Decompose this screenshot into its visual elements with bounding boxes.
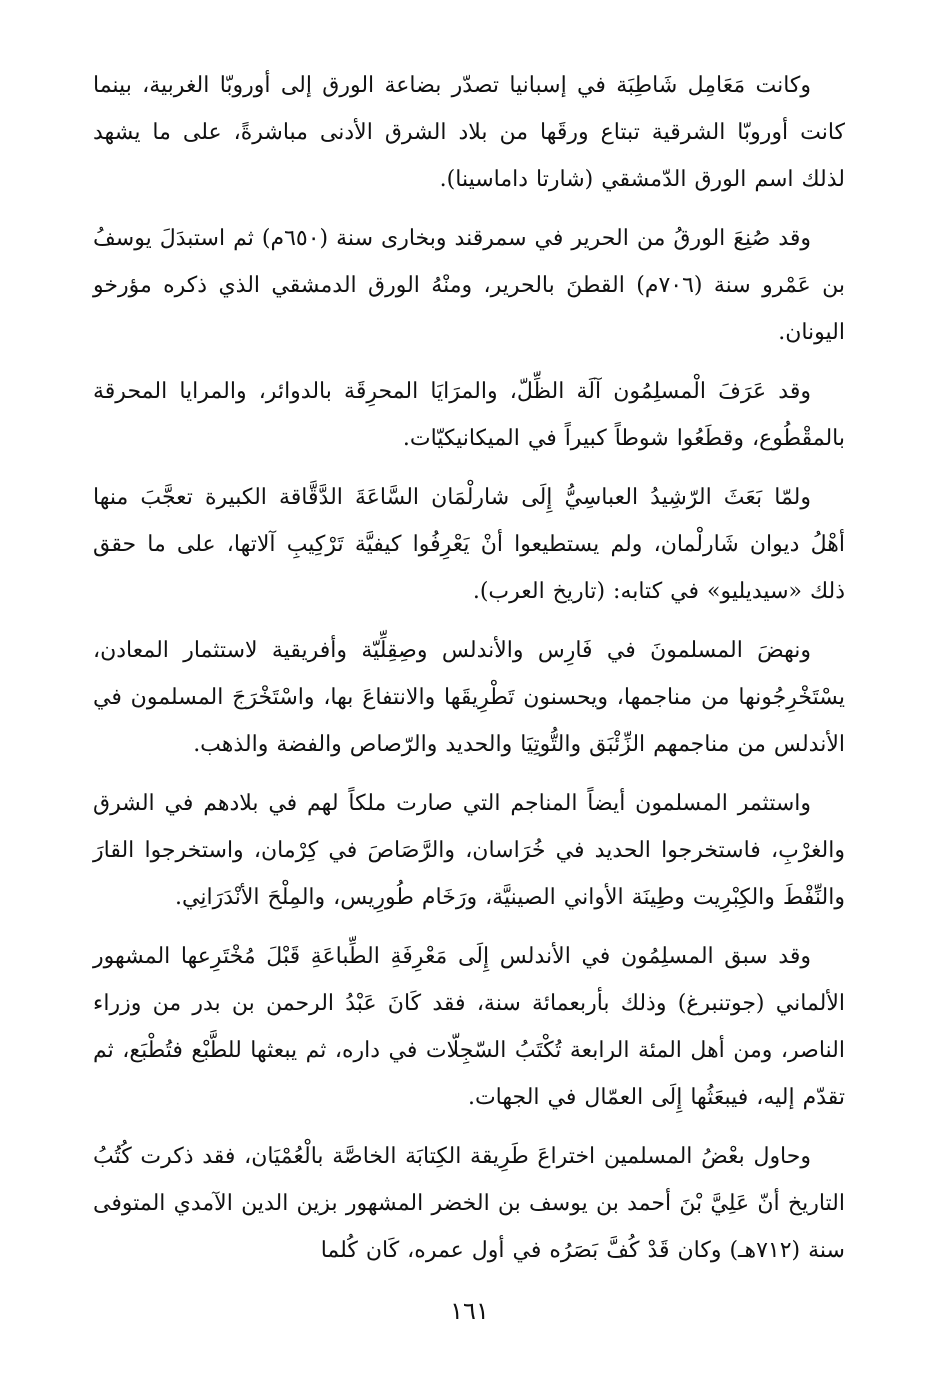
paragraph-paper-trade: وكانت مَعَامِل شَاطِبَة في إسبانيا تصدّر بضاعة الورق إلى أوروبّا الغربية، بينما كانت أوروبّا الشرقية تبتاع ورقَها من بلاد الشرق الأدنى مباشرةً، على ما يشهد لذلك اسم الورق الدّمشقي (شارتا داماسينا). bbox=[93, 73, 845, 192]
paragraph-water-clock: ولمّا بَعَثَ الرّشِيدُ العباسِيُّ إِلَى شارلْمَان السَّاعَةَ الدَّقَّاقة الكبيرة تعجَّبَ منها أهْلُ ديوان شَارلْمان، ولم يستطيعوا أنْ يَعْرِفُوا كيفيَّة تَرْكِيبِ آلاتها، على ما حقق ذلك «سيديليو» في كتابه: (تاريخ العرب). bbox=[93, 485, 845, 604]
paragraph-mining: ونهضَ المسلمونَ في فَارِس والأندلس وصِقِلِّيّة وأفريقية لاستثمار المعادن، يسْتَخْرِجُونها من مناجمها، ويحسنون تَطْرِيقَها والانتفاعَ بها، واسْتَخْرَجَ المسلمون في الأندلس من مناجمهم الزِّئْبَق والتُّوتِيَا والحديد والرّصاص والفضة والذهب. bbox=[93, 638, 845, 757]
paragraph-paper-silk: وقد صُنِعَ الورقُ من الحرير في سمرقند وبخارى سنة (٦٥٠م) ثم استبدَلَ يوسفُ بن عَمْرو سنة (٧٠٦م) القطنَ بالحرير، ومنْهُ الورق الدمشقي الذي ذكره مؤرخو اليونان. bbox=[93, 226, 845, 345]
paragraph-mines-east-west: واستثمر المسلمون أيضاً المناجم التي صارت ملكاً لهم في بلادهم في الشرق والغرْبِ، فاستخرجوا الحديد في خُرَاسان، والرَّصَاصَ في كِرْمان، واستخرجوا القارَ والنِّفْطَ والكِبْرِيت وطِينَة الأواني الصينيَّة، ورَخَام طُورِيس، والمِلْحَ الأنْدَرَانِي. bbox=[93, 791, 846, 910]
body-text bbox=[93, 62, 845, 1286]
paragraph-printing: وقد سبق المسلِمُون في الأندلس إِلَى مَعْرِفَةِ الطِّباعَةِ قَبْلَ مُخْتَرِعها المشهور الألماني (جوتنبرغ) وذلك بأربعمائة سنة، فقد كَانَ عَبْدُ الرحمن بن بدر من وزراء الناصر، ومن أهل المئة الرابعة تُكْتَبُ السّجِلّات في داره، ثم يبعثها للطَّبْع فتُطْبَع، ثم تقدّم إليه، فيبعَثُها إِلَى العمّال في الجهات. bbox=[93, 944, 845, 1110]
page-number: ١٦١ bbox=[450, 1297, 489, 1325]
paragraph-blind-writing: وحاول بعْضُ المسلمين اختراعَ طَرِيقة الكِتابَة الخاصَّة بالْعُمْيَان، فقد ذكرت كُتُبُ التاريخ أنّ عَلِيَّ بْنَ أحمد بن يوسف بن الخضر المشهور بزين الدين الآمدي المتوفى سنة (٧١٢هـ) وكان قَدْ كُفَّ بَصَرُه في أول عمره، كَان كُلما bbox=[93, 1144, 845, 1263]
paragraph-optics: وقد عَرَفَ الْمسلِمُون آلَة الظِّلّ، والمرَايَا المحرِقَة بالدوائر، والمرايا المحرقة بالمقْطُوع، وقطَعُوا شوطاً كبيراً في الميكانيكيّات. bbox=[93, 379, 845, 451]
